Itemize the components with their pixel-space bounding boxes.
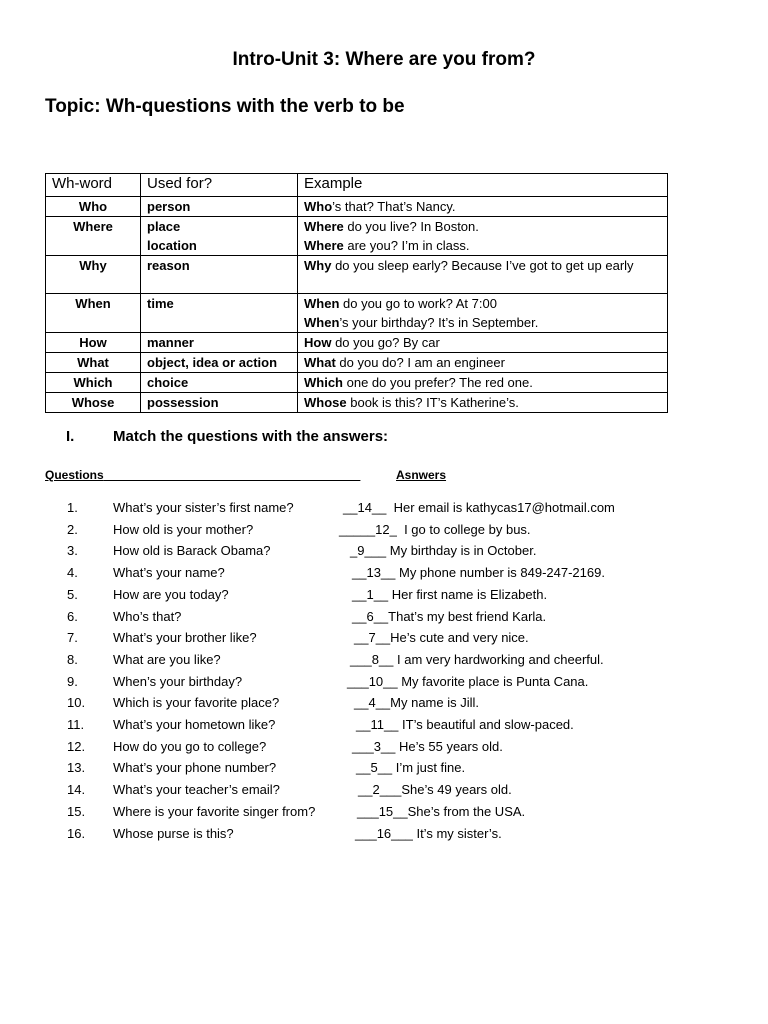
table-row	[46, 353, 668, 373]
used-for-text: possession	[147, 395, 219, 410]
list-item	[0, 500, 768, 522]
example-sentence	[304, 217, 661, 236]
item-number: 5.	[67, 586, 78, 602]
item-number: 13.	[67, 760, 86, 776]
answer-text: ___8__ I am very hardworking and cheerful.	[350, 651, 604, 667]
list-item	[0, 587, 768, 609]
question-text: When’s your birthday?	[113, 673, 243, 689]
list-item	[0, 760, 768, 782]
item-number: 16.	[67, 825, 86, 841]
item-number: 14.	[67, 782, 86, 798]
list-item	[0, 674, 768, 696]
table-header-row	[46, 174, 668, 197]
question-text: What’s your brother like?	[113, 630, 257, 646]
example-wh-word: Where	[304, 238, 344, 253]
example-rest: do you sleep early? Because I’ve got to get up early	[331, 258, 634, 273]
item-number: 12.	[67, 738, 86, 754]
item-number: 4.	[67, 565, 78, 581]
answer-text: _9___ My birthday is in October.	[350, 543, 537, 559]
answer-text: ___10__ My favorite place is Punta Cana.	[347, 673, 589, 689]
used-for-cell	[141, 393, 298, 413]
example-cell	[298, 333, 668, 353]
answer-text: _____12_ I go to college by bus.	[339, 521, 531, 537]
question-text: How are you today?	[113, 586, 229, 602]
list-item	[0, 782, 768, 804]
wh-word-table	[45, 173, 668, 413]
example-rest: book is this? IT’s Katherine’s.	[346, 395, 519, 410]
question-text: Whose purse is this?	[113, 825, 234, 841]
example-rest: do you go? By car	[331, 335, 440, 350]
example-wh-word: When	[304, 296, 340, 311]
question-text: What’s your name?	[113, 565, 225, 581]
answer-text: __7__He’s cute and very nice.	[354, 630, 529, 646]
item-number: 11.	[67, 717, 85, 732]
wh-word-cell: Whose	[46, 393, 141, 413]
answer-text: __1__ Her first name is Elizabeth.	[352, 586, 548, 602]
example-sentence	[304, 373, 661, 392]
list-item	[0, 522, 768, 544]
item-number: 7.	[67, 630, 78, 646]
topic-heading: Topic: Wh-questions with the verb to be	[45, 96, 405, 117]
used-for-text: time	[147, 296, 174, 311]
exercise-heading	[66, 428, 388, 445]
example-cell	[298, 294, 668, 333]
answer-text: __6__That’s my best friend Karla.	[352, 608, 547, 624]
wh-word-cell: Where	[46, 217, 141, 256]
used-for-cell	[141, 294, 298, 333]
used-for-cell	[141, 217, 298, 256]
used-for-text: location	[147, 238, 197, 253]
answers-header: Asnwers	[396, 468, 447, 482]
example-sentence	[304, 256, 661, 275]
list-item	[0, 695, 768, 717]
used-for-text: reason	[147, 258, 190, 273]
question-text: Who’s that?	[113, 608, 182, 624]
example-wh-word: What	[304, 355, 336, 370]
example-wh-word: Where	[304, 219, 344, 234]
wh-word-cell: Why	[46, 256, 141, 294]
example-sentence	[304, 313, 661, 332]
example-wh-word: Whose	[304, 395, 347, 410]
questions-header: Questions	[45, 468, 104, 482]
item-number: 15.	[67, 803, 86, 819]
list-item	[0, 652, 768, 674]
question-text: What are you like?	[113, 651, 221, 667]
list-item	[0, 804, 768, 826]
table-row	[46, 217, 668, 256]
answer-text: __11__ IT’s beautiful and slow-paced.	[356, 717, 574, 732]
answer-text: ___16___ It’s my sister’s.	[355, 825, 502, 841]
list-item	[0, 717, 768, 739]
answer-text: __13__ My phone number is 849-247-2169.	[352, 565, 605, 581]
used-for-text: choice	[147, 375, 189, 390]
answer-text: __14__ Her email is kathycas17@hotmail.com	[343, 500, 615, 515]
list-item	[0, 543, 768, 565]
list-item	[0, 826, 768, 848]
example-sentence	[304, 333, 661, 352]
example-cell	[298, 373, 668, 393]
used-for-cell	[141, 256, 298, 294]
example-cell	[298, 256, 668, 294]
example-rest: ’s your birthday? It’s in September.	[339, 315, 539, 330]
question-text: What’s your teacher’s email?	[113, 782, 280, 798]
used-for-cell	[141, 333, 298, 353]
example-rest: do you live? In Boston.	[343, 219, 479, 234]
list-item	[0, 609, 768, 631]
answer-text: __5__ I’m just fine.	[356, 760, 466, 776]
example-sentence	[304, 236, 661, 255]
example-rest: do you go to work? At 7:00	[339, 296, 497, 311]
wh-word-cell: When	[46, 294, 141, 333]
answer-text: __4__My name is Jill.	[354, 695, 479, 711]
question-text: What’s your hometown like?	[113, 717, 276, 732]
example-wh-word: Which	[304, 375, 343, 390]
item-number: 3.	[67, 543, 78, 559]
example-cell	[298, 217, 668, 256]
list-item	[0, 739, 768, 761]
answer-text: __2___She’s 49 years old.	[358, 782, 512, 798]
question-text: How do you go to college?	[113, 738, 267, 754]
example-rest: are you? I’m in class.	[343, 238, 470, 253]
example-sentence	[304, 393, 661, 412]
wh-word-cell: Who	[46, 197, 141, 217]
example-cell	[298, 197, 668, 217]
example-sentence	[304, 353, 661, 372]
example-sentence	[304, 294, 661, 313]
example-rest: ’s that? That’s Nancy.	[332, 199, 456, 214]
item-number: 1.	[67, 500, 78, 515]
example-wh-word: Who	[304, 199, 333, 214]
used-for-cell	[141, 197, 298, 217]
question-text: Which is your favorite place?	[113, 695, 280, 711]
used-for-cell	[141, 353, 298, 373]
used-for-text: person	[147, 199, 191, 214]
question-text: What’s your sister’s first name?	[113, 500, 294, 515]
list-item	[0, 565, 768, 587]
header-example: Example	[298, 174, 668, 197]
table-row	[46, 197, 668, 217]
table-row	[46, 256, 668, 294]
example-cell	[298, 393, 668, 413]
question-text: How old is your mother?	[113, 521, 254, 537]
table-row	[46, 393, 668, 413]
example-wh-word: When	[304, 315, 340, 330]
item-number: 10.	[67, 695, 86, 711]
example-rest: do you do? I am an engineer	[335, 355, 505, 370]
table-row	[46, 373, 668, 393]
page-title: Intro-Unit 3: Where are you from?	[232, 49, 536, 70]
example-cell	[298, 353, 668, 373]
wh-word-cell: How	[46, 333, 141, 353]
example-sentence	[304, 197, 661, 216]
exercise-number: I.	[66, 428, 75, 445]
item-number: 6.	[67, 608, 78, 624]
wh-word-cell: What	[46, 353, 141, 373]
question-text: What’s your phone number?	[113, 760, 277, 776]
used-for-text: place	[147, 219, 181, 234]
item-number: 9.	[67, 673, 78, 689]
answer-text: ___15__She’s from the USA.	[357, 803, 526, 819]
example-wh-word: Why	[304, 258, 332, 273]
header-wh-word: Wh-word	[46, 174, 141, 197]
example-rest: one do you prefer? The red one.	[343, 375, 533, 390]
question-text: How old is Barack Obama?	[113, 543, 271, 559]
used-for-text: object, idea or action	[147, 355, 278, 370]
header-used-for: Used for?	[141, 174, 298, 197]
table-row	[46, 294, 668, 333]
list-item	[0, 630, 768, 652]
question-text: Where is your favorite singer from?	[113, 803, 316, 819]
wh-word-cell: Which	[46, 373, 141, 393]
item-number: 8.	[67, 651, 78, 667]
used-for-cell	[141, 373, 298, 393]
answer-text: ___3__ He’s 55 years old.	[352, 738, 503, 754]
table-row	[46, 333, 668, 353]
example-wh-word: How	[304, 335, 332, 350]
used-for-text: manner	[147, 335, 194, 350]
exercise-instruction: Match the questions with the answers:	[113, 428, 389, 445]
item-number: 2.	[67, 521, 78, 537]
